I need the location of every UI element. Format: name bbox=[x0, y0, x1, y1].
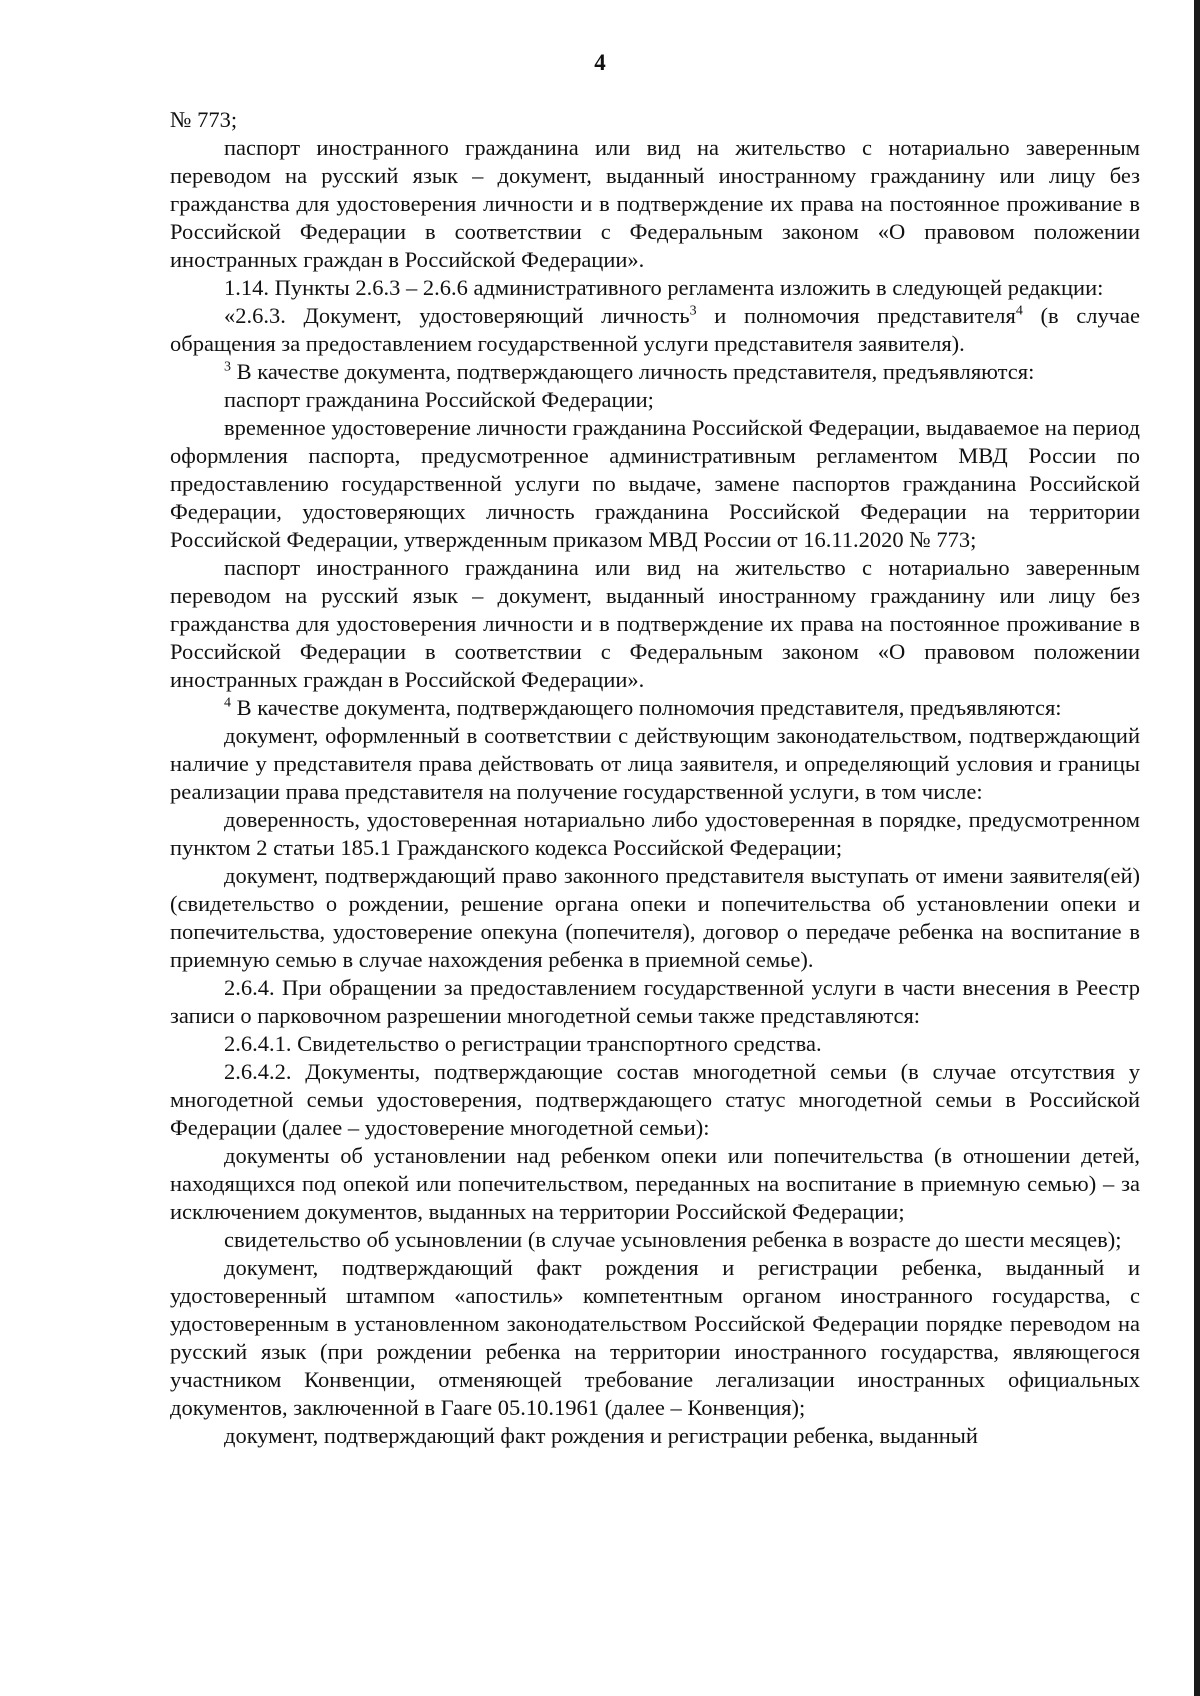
scan-edge bbox=[1194, 0, 1200, 1696]
paragraph: паспорт гражданина Российской Федерации; bbox=[224, 387, 654, 412]
paragraph: свидетельство об усыновлении (в случае усыновления ребенка в возрасте до шести месяцев); bbox=[224, 1227, 1122, 1252]
paragraph bbox=[170, 358, 1140, 386]
paragraph: документы об установлении над ребенком опеки или попечительства (в отношении детей, находящихся под опекой или попечительством, переданных на воспитание в приемную семью) – за исключением документов, выданных на территории Российской Федерации; bbox=[170, 1143, 1140, 1224]
paragraph-text: и полномочия представителя bbox=[696, 303, 1016, 328]
paragraph: документ, оформленный в соответствии с действующим законодательством, подтверждающий наличие у представителя права действовать от лица заявителя, и определяющий условия и границы реализации права представителя на получение государственной услуги, в том числе: bbox=[170, 723, 1140, 804]
paragraph-text: В качестве документа, подтверждающего полномочия представителя, предъявляются: bbox=[231, 695, 1062, 720]
footnote-marker: 4 bbox=[1015, 303, 1023, 319]
paragraph-text: (в случае обращения за предоставлением государственной услуги представителя заявителя). bbox=[170, 303, 1141, 356]
paragraph: паспорт иностранного гражданина или вид на жительство с нотариально заверенным переводом на русский язык – документ, выданный иностранному гражданину или лицу без гражданства для удостоверения личности и в подтверждение их права на постоянное проживание в Российской Федерации в соответствии с Федеральным законом «О правовом положении иностранных граждан в Российской Федерации». bbox=[170, 135, 1140, 272]
paragraph: документ, подтверждающий право законного представителя выступать от имени заявителя(ей) (свидетельство о рождении, решение органа опеки и попечительства об установлении опеки и попечительства, удостоверение опекуна (попечителя), договор о передаче ребенка на воспитание в приемную семью в случае нахождения ребенка в приемной семье). bbox=[170, 863, 1140, 972]
paragraph: 2.6.4.1. Свидетельство о регистрации транспортного средства. bbox=[224, 1031, 822, 1056]
document-body bbox=[170, 106, 1140, 1450]
paragraph-text: В качестве документа, подтверждающего личность представителя, предъявляются: bbox=[231, 359, 1035, 384]
page-number: 4 bbox=[594, 50, 606, 75]
paragraph: доверенность, удостоверенная нотариально либо удостоверенная в порядке, предусмотренном пунктом 2 статьи 185.1 Гражданского кодекса Российской Федерации; bbox=[170, 807, 1140, 860]
footnote-marker: 3 bbox=[224, 359, 231, 375]
paragraph: паспорт иностранного гражданина или вид на жительство с нотариально заверенным переводом на русский язык – документ, выданный иностранному гражданину или лицу без гражданства для удостоверения личности и в подтверждение их права на постоянное проживание в Российской Федерации в соответствии с Федеральным законом «О правовом положении иностранных граждан в Российской Федерации». bbox=[170, 555, 1140, 692]
paragraph: № 773; bbox=[170, 107, 238, 132]
paragraph: документ, подтверждающий факт рождения и регистрации ребенка, выданный и удостоверенный штампом «апостиль» компетентным органом иностранного государства, с удостоверенным в установленном законодательством Российской Федерации порядке переводом на русский язык (при рождении ребенка на территории иностранного государства, являющегося участником Конвенции, отменяющей требование легализации иностранных официальных документов, заключенной в Гааге 05.10.1961 (далее – Конвенция); bbox=[170, 1255, 1140, 1420]
paragraph bbox=[170, 694, 1140, 722]
paragraph: 2.6.4.2. Документы, подтверждающие состав многодетной семьи (в случае отсутствия у многодетной семьи удостоверения, подтверждающего статус многодетной семьи в Российской Федерации (далее – удостоверение многодетной семьи): bbox=[170, 1059, 1140, 1140]
footnote-marker: 4 bbox=[224, 695, 231, 711]
footnote-marker: 3 bbox=[689, 303, 697, 319]
paragraph: 2.6.4. При обращении за предоставлением государственной услуги в части внесения в Реестр записи о парковочном разрешении многодетной семьи также представляются: bbox=[170, 975, 1140, 1028]
paragraph: 1.14. Пункты 2.6.3 – 2.6.6 административного регламента изложить в следующей редакции: bbox=[224, 275, 1104, 300]
paragraph: документ, подтверждающий факт рождения и регистрации ребенка, выданный bbox=[224, 1423, 978, 1448]
paragraph-text: «2.6.3. Документ, удостоверяющий личность bbox=[224, 303, 690, 328]
paragraph: временное удостоверение личности гражданина Российской Федерации, выдаваемое на период оформления паспорта, предусмотренное административным регламентом МВД России по предоставлению государственной услуги по выдаче, замене паспортов гражданина Российской Федерации, удостоверяющих личность гражданина Российской Федерации на территории Российской Федерации, утвержденным приказом МВД России от 16.11.2020 № 773; bbox=[170, 415, 1140, 552]
paragraph bbox=[170, 302, 1140, 358]
